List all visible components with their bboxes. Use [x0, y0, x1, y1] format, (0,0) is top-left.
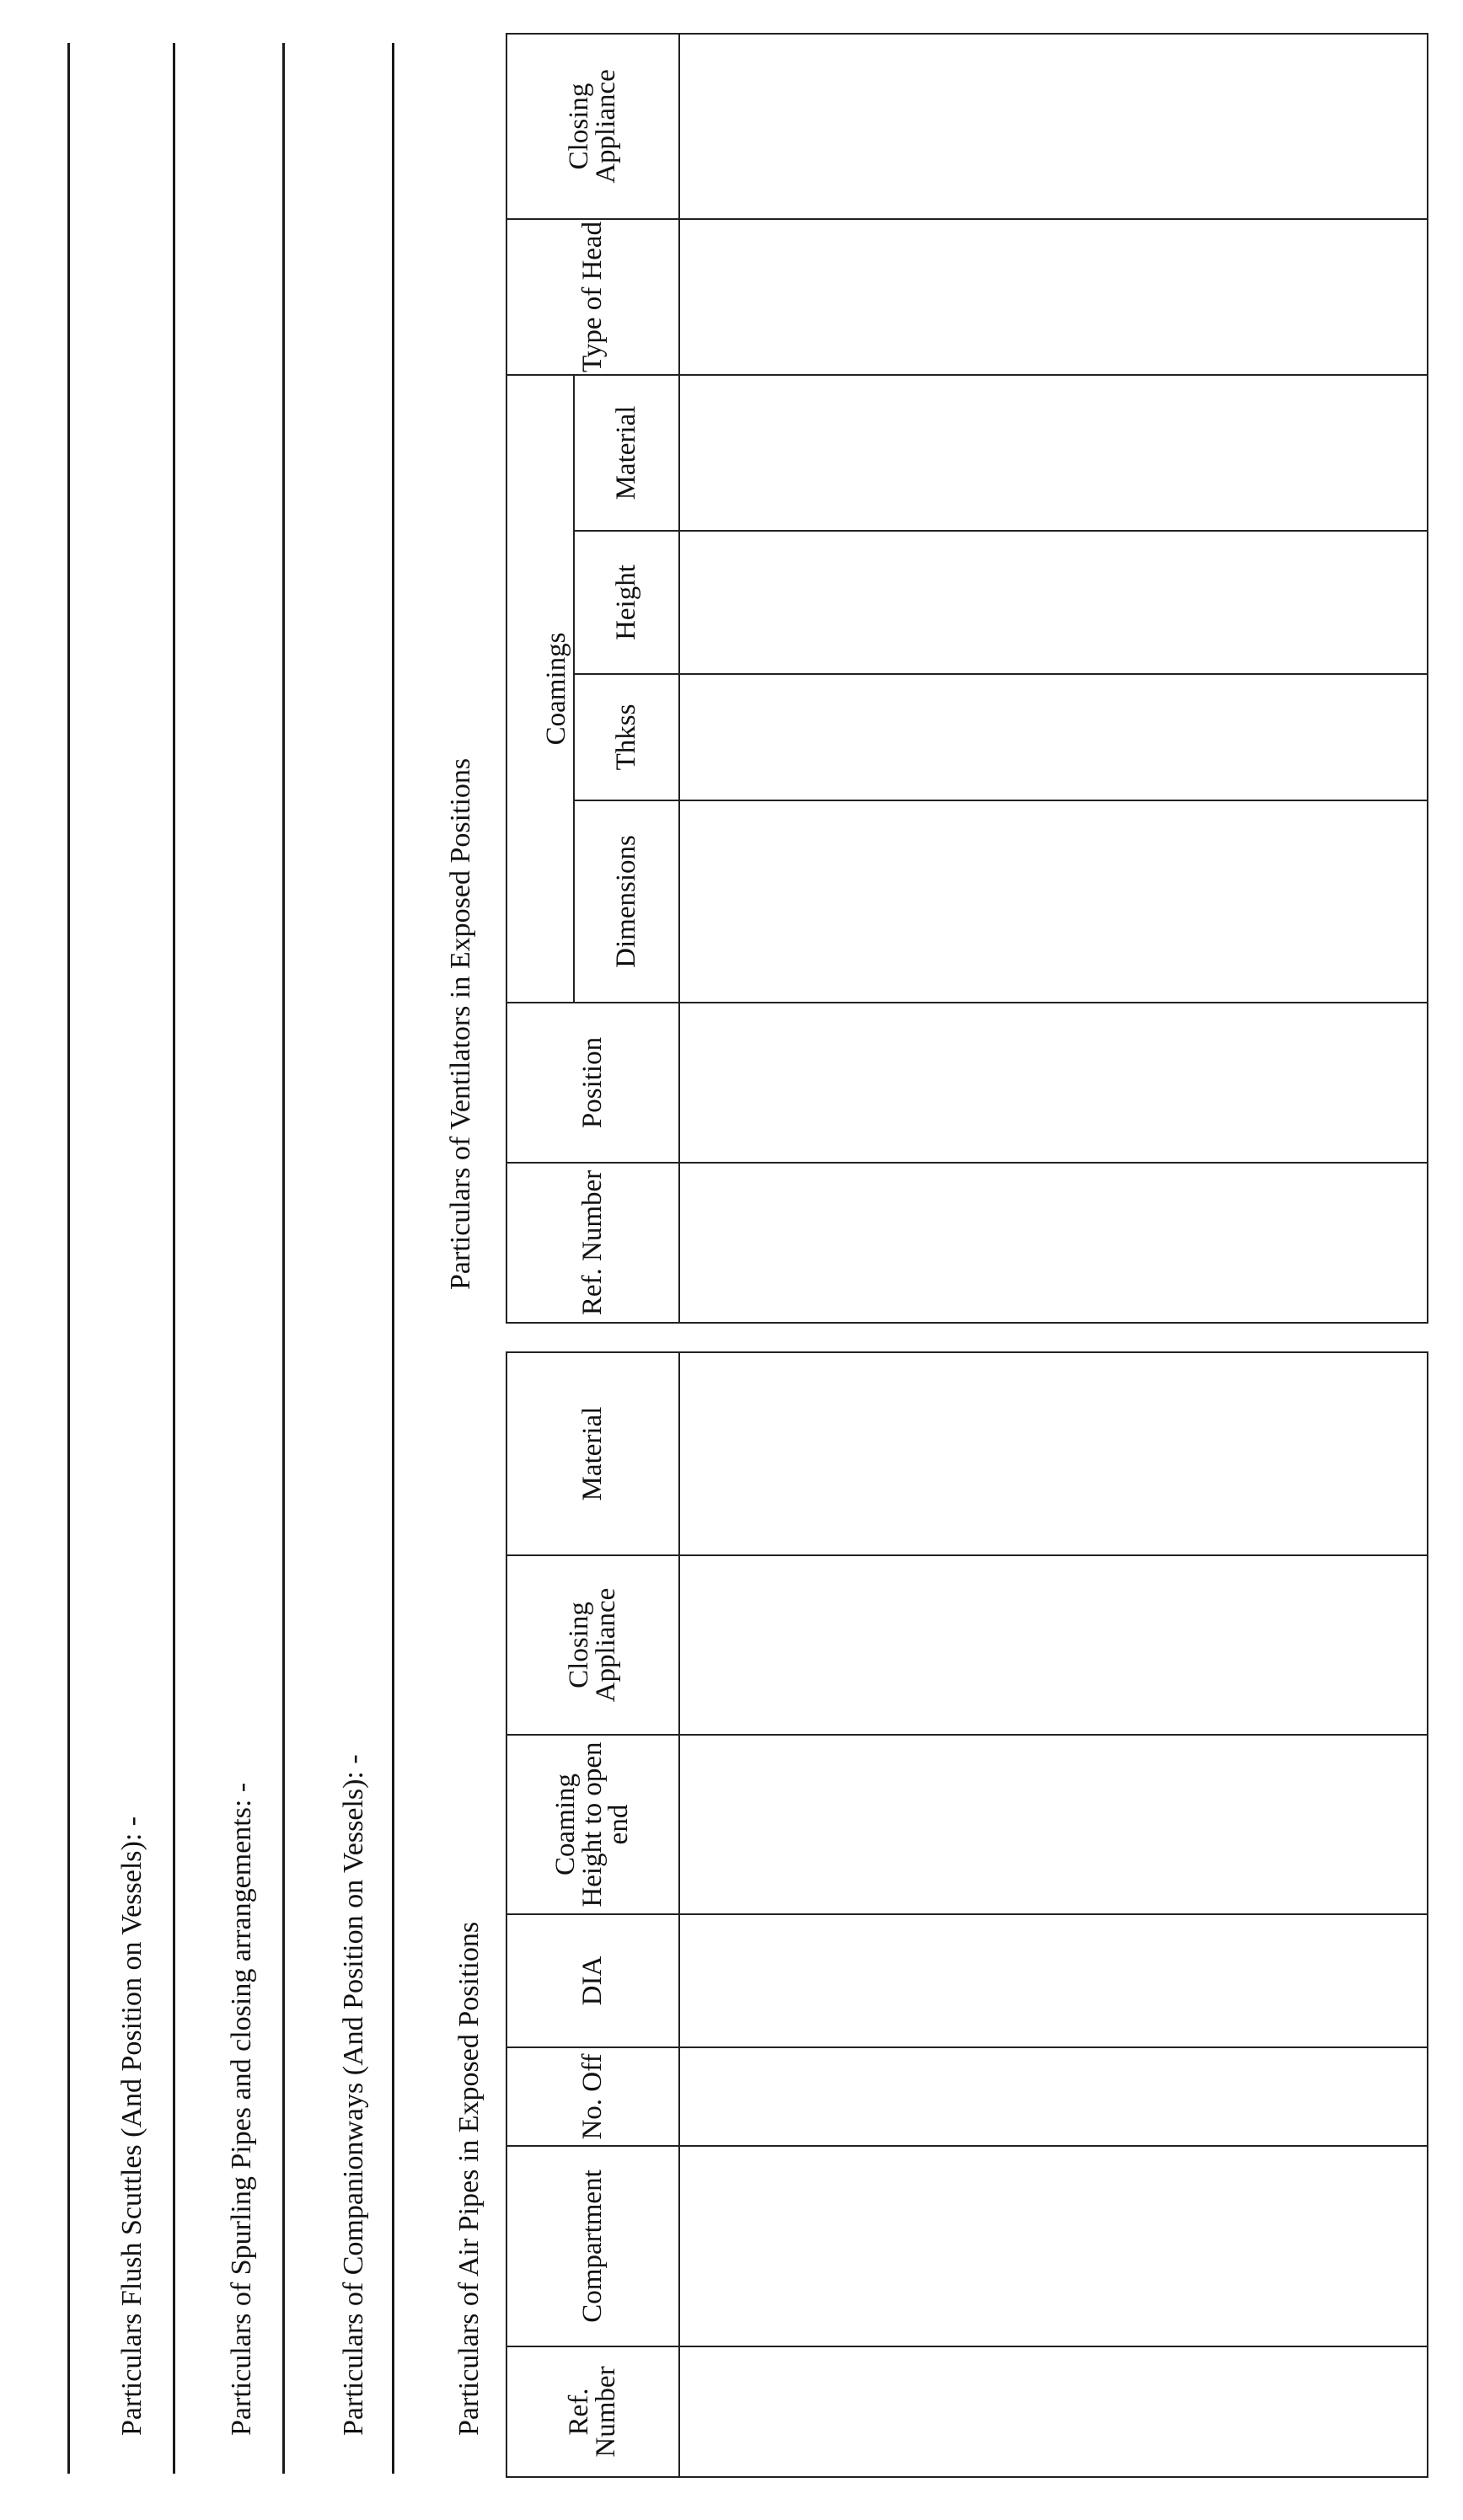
air-header-dia: DIA [506, 1914, 679, 2047]
vent-header-thkss: Thkss [574, 674, 679, 800]
vent-cell-ref-number[interactable] [679, 1163, 1428, 1323]
vent-header-material: Material [574, 375, 679, 531]
flush-scuttles-line [67, 43, 70, 2474]
vent-cell-dimensions[interactable] [679, 800, 1428, 1003]
vent-header-height: Height [574, 531, 679, 674]
air-cell-closing-appliance[interactable] [679, 1555, 1428, 1735]
air-cell-compartment[interactable] [679, 2146, 1428, 2346]
companionways-field[interactable] [392, 43, 394, 2474]
vent-cell-height[interactable] [679, 531, 1428, 674]
vent-header-ref-number: Ref. Number [506, 1163, 679, 1323]
air-header-closing-appliance: Closing Appliance [506, 1555, 679, 1735]
vent-header-type-of-head: Type of Head [506, 219, 679, 375]
vent-header-coamings: Coamings [506, 375, 574, 1003]
vent-cell-thkss[interactable] [679, 674, 1428, 800]
air-cell-no-off[interactable] [679, 2047, 1428, 2146]
vent-header-closing-appliance: Closing Appliance [506, 34, 679, 219]
air-header-no-off: No. Off [506, 2047, 679, 2146]
air-header-coaming-height: Coaming Height to open end [506, 1735, 679, 1914]
spurling-pipes-field[interactable] [282, 43, 285, 2474]
spurling-pipes-label: Particulars of Spurling Pipes and closing arrangements: - [226, 1782, 257, 2436]
air-cell-dia[interactable] [679, 1914, 1428, 2047]
flush-scuttles-field[interactable] [173, 43, 175, 2474]
air-cell-coaming-height[interactable] [679, 1735, 1428, 1914]
vent-cell-position[interactable] [679, 1003, 1428, 1163]
vent-cell-closing-appliance[interactable] [679, 34, 1428, 219]
vent-header-position: Position [506, 1003, 679, 1163]
companionways-label: Particulars of Companionways (And Position on Vessels): - [338, 1754, 369, 2436]
air-header-material: Material [506, 1352, 679, 1555]
vent-cell-type-of-head[interactable] [679, 219, 1428, 375]
air-header-compartment: Compartment [506, 2146, 679, 2346]
air-pipes-title: Particulars of Air Pipes in Exposed Positions [453, 1921, 485, 2436]
ventilators-title: Particulars of Ventilators in Exposed Positions [445, 757, 476, 1290]
vent-header-dimensions: Dimensions [574, 800, 679, 1003]
air-header-ref-number: Ref. Number [506, 2346, 679, 2477]
air-pipes-table [506, 1351, 1428, 2478]
vent-cell-material[interactable] [679, 375, 1428, 531]
ventilators-table [506, 33, 1428, 1324]
air-cell-ref-number[interactable] [679, 2346, 1428, 2477]
air-cell-material[interactable] [679, 1352, 1428, 1555]
flush-scuttles-label: Particulars Flush Scuttles (And Position on Vessels): - [116, 1816, 147, 2436]
